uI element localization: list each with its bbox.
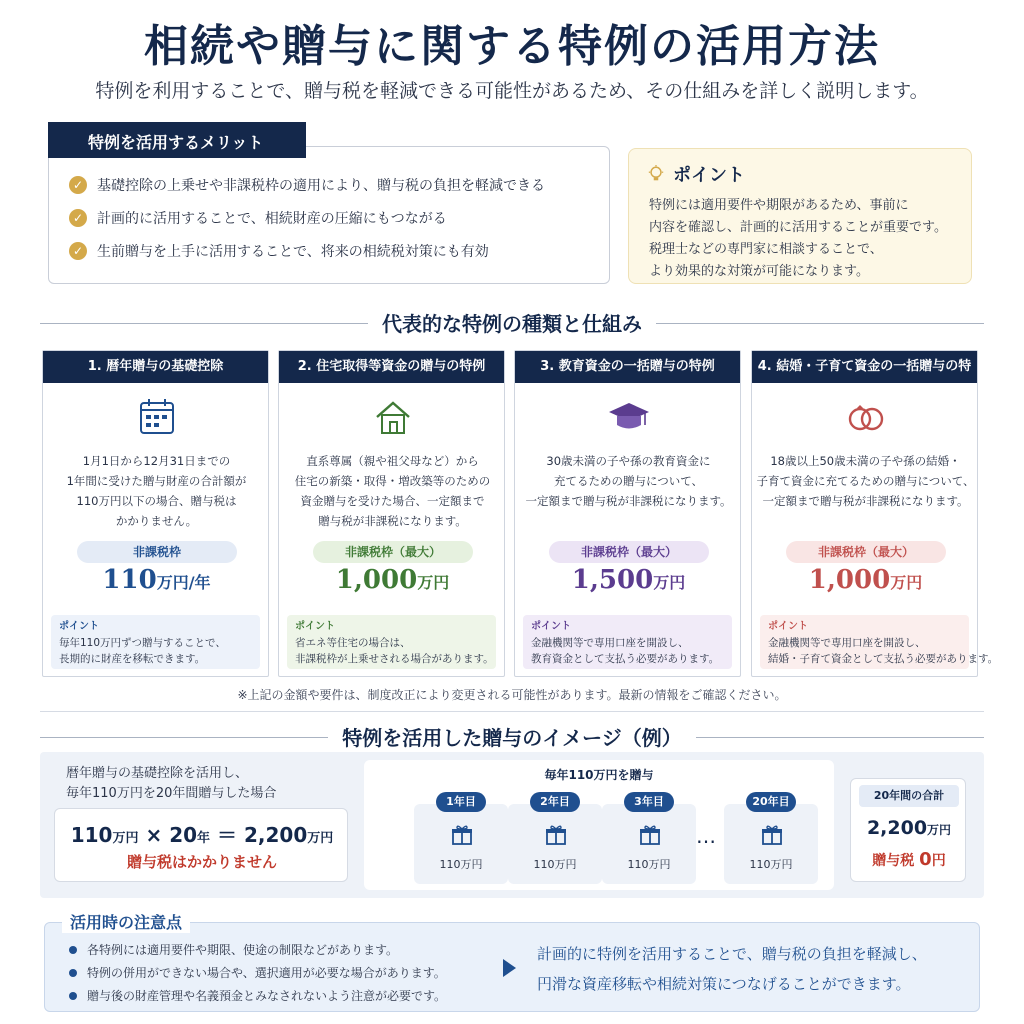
ellipsis: … (696, 824, 719, 848)
year-amount: 110万円 (439, 858, 483, 871)
year-amount: 110万円 (627, 858, 671, 871)
merit-item: ✓ 基礎控除の上乗せや非課税枠の適用により、贈与税の負担を軽減できる (69, 175, 545, 195)
caution-item: 特例の併用ができない場合や、選択適用が必要な場合があります。 (69, 964, 446, 981)
example-intro: 暦年贈与の基礎控除を活用し、 毎年110万円を20年間贈与した場合 (66, 766, 277, 801)
bullet-icon (69, 946, 77, 954)
tax-free-amount: 110万円/年 (102, 565, 211, 595)
tax-free-limit-badge: 非課税枠（最大） (786, 541, 946, 563)
caution-message: 計画的に特例を活用することで、贈与税の負担を軽減し、 円滑な資産移転や相続対策につなげることができます。 (537, 945, 927, 993)
formula: 110万円 × 20年 ＝ 2,200万円 (70, 823, 334, 847)
tax-free-amount: 1,500万円 (571, 565, 686, 595)
tax-free-limit-badge: 非課税枠 (77, 541, 237, 563)
year-label: 3年目 (624, 792, 674, 812)
year-label: 20年目 (746, 792, 796, 812)
tax-free-amount: 1,000万円 (808, 565, 923, 595)
bullet-icon (69, 969, 77, 977)
page-title: 相続や贈与に関する特例の活用方法 (144, 21, 880, 72)
check-icon: ✓ (69, 176, 87, 194)
tax-free-limit-badge: 非課税枠（最大） (313, 541, 473, 563)
section-title: 代表的な特例の種類と仕組み (368, 312, 656, 336)
check-icon: ✓ (69, 209, 87, 227)
card-title: 4. 結婚・子育て資金の一括贈与の特例 (752, 351, 977, 383)
merit-item: ✓ 計画的に活用することで、相続財産の圧縮にもつながる (69, 208, 447, 228)
year-label: 2年目 (530, 792, 580, 812)
total-amount: 2,200万円 (866, 817, 952, 839)
point-title: ポイント (647, 161, 745, 187)
gift-icon (451, 824, 473, 846)
point-box (628, 148, 972, 284)
special-rule-card (42, 350, 269, 677)
card-title: 1. 暦年贈与の基礎控除 (43, 351, 268, 383)
example-section-header (40, 722, 984, 752)
tax-free-text: 贈与税はかかりません (126, 853, 277, 871)
point-text: 特例には適用要件や期限があるため、事前に 内容を確認し、計画的に活用することが重要です。 税理士などの専門家に相談することで、 より効果的な対策が可能になります。 (649, 198, 947, 279)
divider-line (40, 711, 984, 712)
calendar-icon (43, 395, 270, 439)
special-rule-card (514, 350, 741, 677)
total-heading: 20年間の合計 (859, 785, 959, 807)
check-icon: ✓ (69, 242, 87, 260)
timeline-title: 毎年110万円を贈与 (544, 768, 654, 782)
graduation-cap-icon (515, 395, 742, 439)
merits-heading: 特例を活用するメリット (48, 122, 306, 158)
caution-title: 活用時の注意点 (62, 910, 190, 933)
disclaimer: ※上記の金額や要件は、制度改正により変更される可能性があります。最新の情報をご確認ください。 (237, 688, 787, 702)
bullet-icon (69, 992, 77, 1000)
section-title: 特例を活用した贈与のイメージ（例） (328, 726, 695, 750)
house-icon (279, 395, 506, 439)
caution-item: 贈与後の財産管理や名義預金とみなされないよう注意が必要です。 (69, 987, 446, 1004)
gift-icon (545, 824, 567, 846)
year-label: 1年目 (436, 792, 486, 812)
merit-item: ✓ 生前贈与を上手に活用することで、将来の相続税対策にも有効 (69, 241, 489, 261)
example-formula (54, 808, 348, 882)
special-rule-card (751, 350, 999, 677)
card-title: 2. 住宅取得等資金の贈与の特例 (279, 351, 504, 383)
timeline-year (594, 788, 704, 886)
card-note: ポイント 金融機関等で専用口座を開設し、 教育資金として支払う必要があります。 (523, 615, 732, 669)
types-section-header (40, 308, 984, 338)
tax-free-amount: 1,000万円 (335, 565, 450, 595)
total-tax: 贈与税 0円 (872, 849, 946, 870)
card-note: ポイント 毎年110万円ずつ贈与することで、 長期的に財産を移転できます。 (51, 615, 260, 669)
card-note: ポイント 金融機関等で専用口座を開設し、 結婚・子育て資金として支払う必要があります。 (760, 615, 969, 669)
gift-timeline (364, 760, 834, 890)
gift-icon (639, 824, 661, 846)
year-amount: 110万円 (533, 858, 577, 871)
total-box (850, 778, 966, 882)
card-description: 18歳以上50歳未満の子や孫の結婚・ 子育て資金に充てるための贈与について、 一定額まで贈与税が非課税になります。 (756, 454, 975, 508)
caution-box (44, 922, 980, 1012)
card-description: 30歳未満の子や孫の教育資金に 充てるための贈与について、 一定額まで贈与税が非課税になります。 (525, 454, 732, 508)
lightbulb-icon (647, 165, 665, 183)
arrow-right-icon (503, 959, 516, 977)
tax-free-limit-badge: 非課税枠（最大） (549, 541, 709, 563)
card-description: 1月1日から12月31日までの 1年間に受けた贈与財産の合計額が 110万円以下の場合、贈与税は かかりません。 (66, 454, 247, 528)
special-rule-card (278, 350, 505, 677)
card-note: ポイント 省エネ等住宅の場合は、 非課税枠が上乗せされる場合があります。 (287, 615, 496, 669)
caution-item: 各特例には適用要件や期限、使途の制限などがあります。 (69, 941, 398, 958)
timeline-year (716, 788, 826, 886)
gift-icon (761, 824, 783, 846)
rings-icon (752, 395, 979, 439)
page-subtitle: 特例を利用することで、贈与税を軽減できる可能性があるため、その仕組みを詳しく説明します。 (95, 80, 929, 102)
card-description: 直系尊属（親や祖父母など）から 住宅の新築・取得・増改築等のための 資金贈与を受けた場合、一定額まで 贈与税が非課税になります。 (294, 454, 491, 528)
year-amount: 110万円 (749, 858, 793, 871)
card-title: 3. 教育資金の一括贈与の特例 (515, 351, 740, 383)
merits-box (48, 146, 610, 284)
